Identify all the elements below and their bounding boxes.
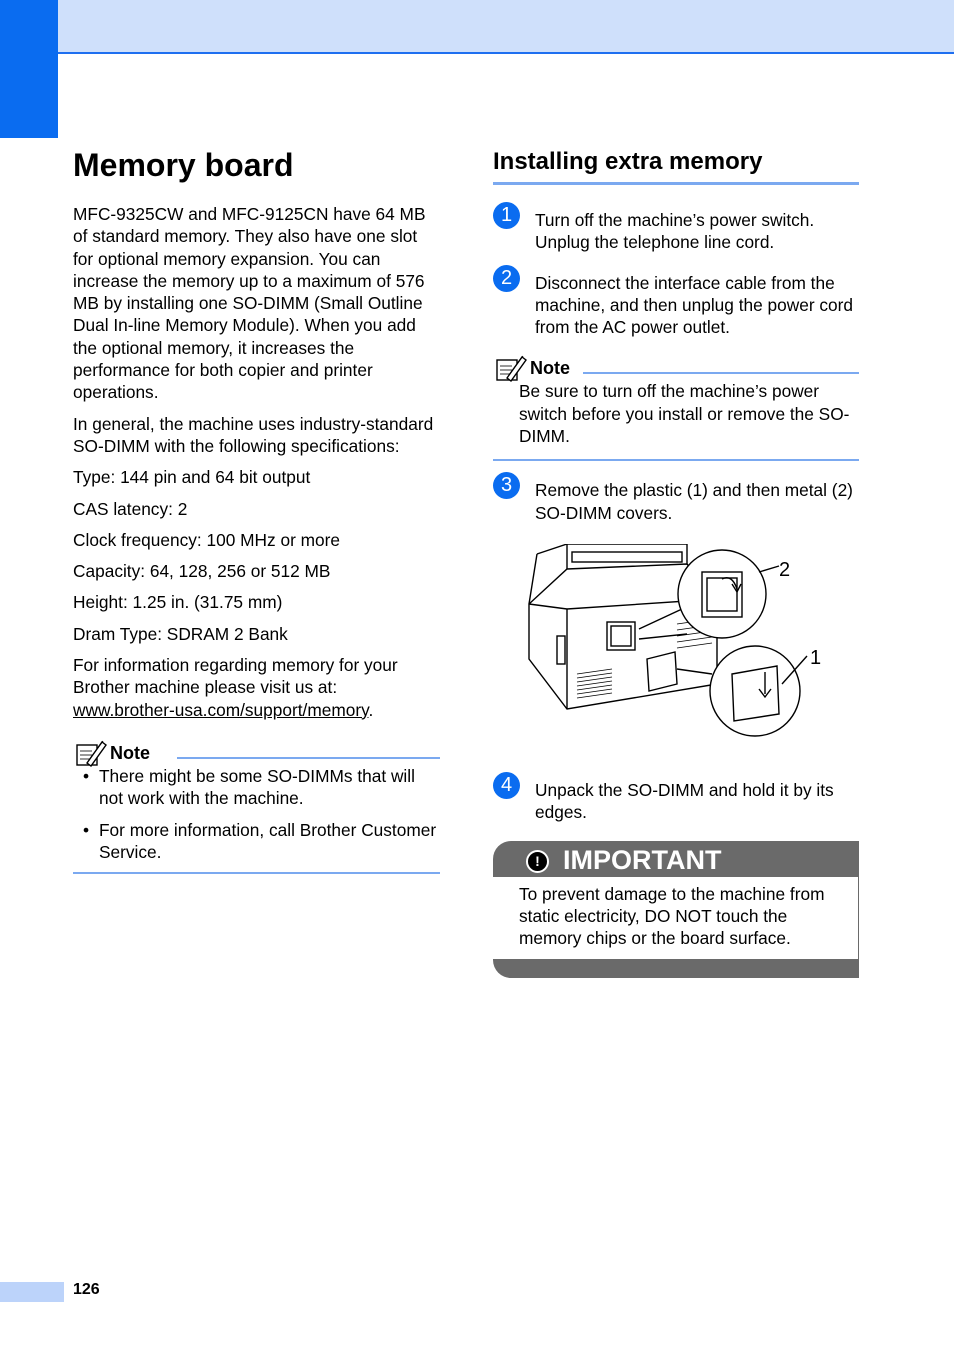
note-text: Be sure to turn off the machine’s power switch before you install or remove the SO-DIMM.: [519, 381, 850, 447]
note-label: Note: [110, 742, 150, 763]
header-band: [0, 0, 954, 54]
spec-clock-frequency: Clock frequency: 100 MHz or more: [73, 529, 340, 550]
intro-paragraph: MFC-9325CW and MFC-9125CN have 64 MB of standard memory. They also have one slot for optional memory expansion. You can increase the memory up to a maximum of 576 MB by installing one SO-DIMM (Small Outline Dual In-line Memory Module). When you add the optional memory, it increases the performance for both copier and printer operations.: [73, 204, 426, 403]
left-column: [73, 146, 440, 874]
step-1: [493, 204, 859, 254]
info-text: For information regarding memory for your Brother machine please visit us at:: [73, 655, 398, 698]
spec-capacity: Capacity: 64, 128, 256 or 512 MB: [73, 561, 331, 582]
info-end: .: [368, 699, 374, 720]
machine-back-drawing: [527, 544, 827, 739]
note-bullet: • There might be some SO-DIMMs that will not work with the machine.: [73, 765, 440, 810]
step-text: Turn off the machine’s power switch. Unplug the telephone line cord.: [535, 210, 815, 253]
step-number-badge: 3: [493, 472, 520, 499]
section-title: Installing extra memory: [493, 146, 859, 185]
note-bullet: • For more information, call Brother Customer Service.: [73, 819, 440, 864]
memory-support-link[interactable]: www.brother-usa.com/support/memory: [73, 699, 369, 720]
important-text: To prevent damage to the machine from static electricity, DO NOT touch the memory chips or the board surface.: [493, 877, 859, 960]
step-number-badge: 1: [493, 202, 520, 229]
note-rule: [177, 757, 440, 759]
spec-height: Height: 1.25 in. (31.75 mm): [73, 592, 283, 613]
callout-label-2: 2: [779, 558, 791, 581]
exclamation-icon: !: [526, 850, 549, 873]
cover-removal-illustration: [527, 544, 827, 739]
footer-band: [0, 1282, 64, 1302]
step-number-badge: 4: [493, 772, 520, 799]
spec-type: Type: 144 pin and 64 bit output: [73, 467, 311, 488]
important-box: [493, 841, 859, 979]
note-box-left: [73, 739, 440, 874]
page-title: Memory board: [73, 147, 294, 183]
info-paragraph: [73, 654, 440, 721]
note-bottom-rule: [73, 872, 440, 874]
right-column: [493, 146, 859, 978]
important-title: IMPORTANT: [563, 844, 722, 875]
note-header: [493, 354, 859, 384]
page-number: 126: [73, 1281, 100, 1298]
step-2: [493, 266, 859, 339]
note-label: Note: [530, 358, 570, 379]
step-4: [493, 773, 859, 824]
note-box-right: [493, 354, 859, 461]
spec-dram-type: Dram Type: SDRAM 2 Bank: [73, 623, 288, 644]
step-number-badge: 2: [493, 265, 520, 292]
chapter-tab: [0, 0, 58, 138]
general-paragraph: In general, the machine uses industry-standard SO-DIMM with the following specifications:: [73, 413, 434, 456]
note-pencil-icon: [495, 354, 527, 382]
note-bottom-rule: [493, 459, 859, 461]
spec-cas-latency: CAS latency: 2: [73, 498, 188, 519]
note-rule: [583, 372, 859, 374]
step-text: Disconnect the interface cable from the machine, and then unplug the power cord from the AC power outlet.: [535, 272, 853, 338]
callout-label-1: 1: [810, 646, 822, 669]
important-header: [493, 841, 859, 877]
step-text: Remove the plastic (1) and then metal (2) SO-DIMM covers.: [535, 480, 853, 523]
important-footer: [493, 959, 859, 978]
note-bullet-list: [73, 765, 440, 863]
step-text: Unpack the SO-DIMM and hold it by its edges.: [535, 779, 834, 823]
step-3: [493, 474, 859, 524]
note-pencil-icon: [75, 739, 107, 767]
